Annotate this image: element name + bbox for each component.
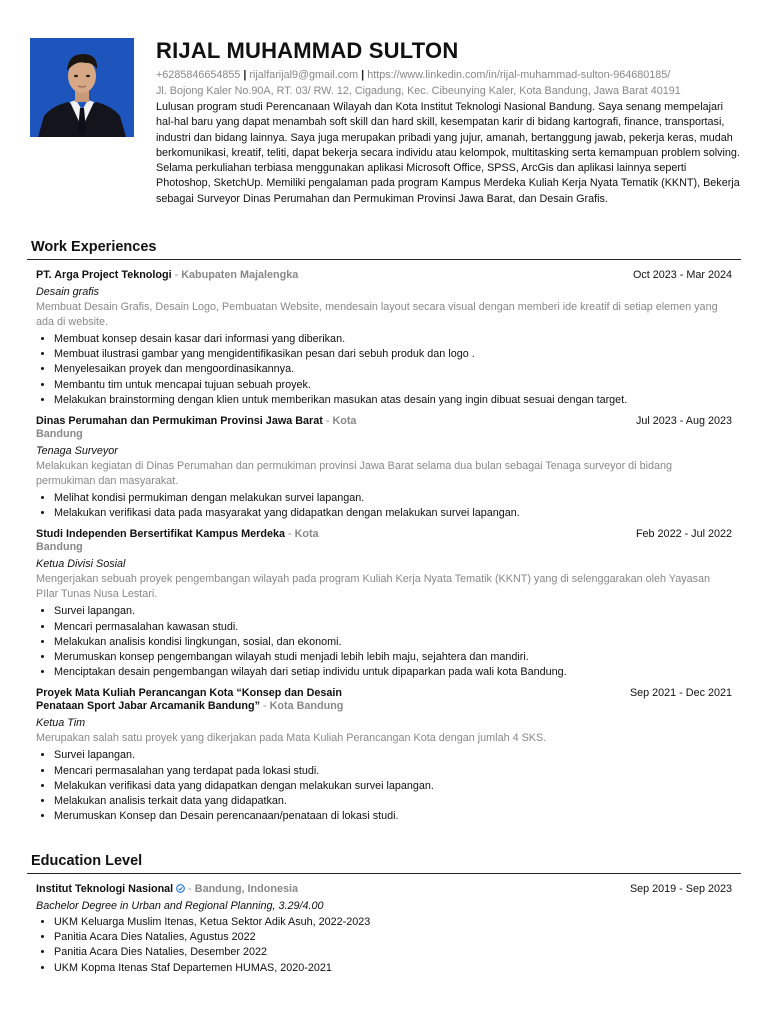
header — [156, 38, 741, 207]
profile-photo-illustration — [30, 38, 134, 137]
entry-role: Ketua Tim — [36, 717, 86, 730]
list-item: • Membantu tim untuk mencapai tujuan sebuah proyek. — [54, 378, 732, 393]
work-entry — [36, 415, 732, 521]
entry-date: Sep 2021 - Dec 2021 — [629, 687, 732, 700]
entry-header — [36, 687, 732, 713]
section-title-education: Education Level — [31, 853, 143, 869]
entry-role: Desain grafis — [36, 286, 100, 298]
organization-location: Kabupaten Majalengka — [181, 269, 299, 281]
profile-photo — [30, 38, 134, 137]
list-item: • Melakukan verifikasi data pada masyarakat yang didapatkan dengan melakukan survei lapangan. — [54, 506, 732, 521]
profile-summary: Lulusan program studi Perencanaan Wilayah dan Kota Institut Teknologi Nasional Bandung. Saya senang mempelajari hal-hal baru yang dapat menambah soft skill dan hard skill, kesempatan karir di bidang kartografi, finance, transportasi, industri dan bidang lainnya. Saya juga merupakan pribadi yang jujur, amanah, bertanggung jawab, pekerja keras, mudah berkomunikasi, kreatif, teliti, dapat bekerja secara individu atau kelompok, multitasking serta kemampuan problem solving. Selama perkuliahan terbiasa menggunakan aplikasi Microsoft Office, SPSS, ArcGis dan aplikasi lainnya seperti Photoshop, SketchUp. Memiliki pengalaman pada program Kampus Merdeka Kuliah Kerja Nyata Tematik (KKNT), Bekerja sebagai Surveyor Dinas Perumahan dan Permukiman Provinsi Jawa Barat, dan Desain Grafis. — [156, 101, 740, 205]
phone-number[interactable]: +6285846654855 — [156, 69, 241, 81]
entry-bullets — [36, 491, 732, 521]
institution-location: Bandung, Indonesia — [194, 883, 298, 895]
entry-role: Tenaga Surveyor — [36, 445, 118, 458]
organization-location: Kota Bandung — [36, 528, 319, 554]
list-item: • Melakukan analisis terkait data yang didapatkan. — [54, 794, 732, 809]
work-experiences-section — [27, 238, 741, 824]
entry-description: Membuat Desain Grafis, Desain Logo, Pembuatan Website, mendesain layout secara visual dengan memberi ide kreatif di setiap elemen yang ada di website. — [36, 301, 718, 328]
section-divider — [27, 259, 741, 260]
contact-line — [156, 68, 741, 82]
entry-header — [36, 269, 732, 282]
list-item: • Melihat kondisi permukiman dengan melakukan survei lapangan. — [54, 491, 732, 506]
list-item: • Survei lapangan. — [54, 748, 732, 763]
address: Jl. Bojong Kaler No.90A, RT. 03/ RW. 12, Cigadung, Kec. Cibeunying Kaler, Kota Bandung, Jawa Barat 40191 — [156, 85, 681, 97]
entry-header — [36, 883, 732, 896]
list-item: • Membuat konsep desain kasar dari informasi yang diberikan. — [54, 332, 732, 347]
organization-name: Studi Independen Bersertifikat Kampus Merdeka — [36, 528, 285, 541]
list-item: • Survei lapangan. — [54, 604, 732, 619]
list-item: • Menyelesaikan proyek dan mengoordinasikannya. — [54, 362, 732, 377]
entry-header — [36, 528, 732, 554]
location-dash: - — [188, 883, 192, 895]
list-item: • Membuat ilustrasi gambar yang mengidentifikasikan pesan dari sebuh produk dan logo . — [54, 347, 732, 362]
list-item: • UKM Keluarga Muslim Itenas, Ketua Sektor Adik Asuh, 2022-2023 — [54, 915, 732, 930]
location-dash: - — [325, 415, 330, 428]
entry-bullets — [36, 748, 732, 824]
list-item: • Melakukan brainstorming dengan klien untuk memberikan masukan atas desain yang ingin dibuat sesuai dengan target. — [54, 393, 732, 408]
entry-description: Merupakan salah satu proyek yang dikerjakan pada Mata Kuliah Perancangan Kota dengan jumlah 4 SKS. — [36, 732, 547, 745]
organization-name: Dinas Perumahan dan Permukiman Provinsi Jawa Barat — [36, 415, 323, 428]
entry-bullets — [36, 915, 732, 976]
entry-bullets — [36, 604, 732, 680]
list-item: • Panitia Acara Dies Natalies, Desember 2022 — [54, 945, 732, 960]
contact-separator: | — [361, 69, 365, 81]
location-dash: - — [263, 700, 267, 713]
work-entry — [36, 528, 732, 680]
list-item: • Mencari permasalahan kawasan studi. — [54, 620, 732, 635]
list-item: • Merumuskan konsep pengembangan wilayah studi menjadi lebih lebih maju, sejahtera dan mandiri. — [54, 650, 732, 665]
institution-name: Institut Teknologi Nasional — [36, 883, 174, 895]
entry-date: Oct 2023 - Mar 2024 — [632, 269, 732, 281]
list-item: • UKM Kopma Itenas Staf Departemen HUMAS, 2020-2021 — [54, 961, 732, 976]
work-entry — [36, 687, 732, 824]
entry-bullets — [36, 332, 732, 408]
location-dash: - — [174, 269, 179, 281]
section-divider — [27, 873, 741, 874]
list-item: • Mencari permasalahan yang terdapat pada lokasi studi. — [54, 764, 732, 779]
section-title-work: Work Experiences — [31, 239, 157, 255]
work-entry — [36, 269, 732, 408]
location-dash: - — [288, 528, 292, 541]
list-item: • Melakukan verifikasi data yang didapatkan dengan melakukan survei lapangan. — [54, 779, 732, 794]
list-item: • Menciptakan desain pengembangan wilayah dari setiap individu untuk dipaparkan pada wali kota Bandung. — [54, 665, 732, 680]
list-item: • Merumuskan Konsep dan Desain perencanaan/penataan di lokasi studi. — [54, 809, 732, 824]
linkedin-link[interactable]: https://www.linkedin.com/in/rijal-muhammad-sulton-964680185/ — [367, 69, 671, 81]
entry-date: Jul 2023 - Aug 2023 — [635, 415, 732, 428]
entry-header — [36, 415, 732, 441]
organization-location: Kota Bandung — [36, 415, 357, 441]
contact-separator: | — [243, 69, 247, 81]
entry-description: Mengerjakan sebuah proyek pengembangan wilayah pada program Kuliah Kerja Nyata Tematik (KKNT) yang di selenggarakan oleh Yayasan PIlar Tunas Nusa Lestari. — [36, 573, 711, 601]
organization-name: Proyek Mata Kuliah Perancangan Kota “Konsep dan Desain Penataan Sport Jabar Arcamanik Bandung” — [36, 687, 342, 713]
list-item: • Panitia Acara Dies Natalies, Agustus 2022 — [54, 930, 732, 945]
list-item: • Melakukan analisis kondisi lingkungan, sosial, dan ekonomi. — [54, 635, 732, 650]
email-link[interactable]: rijalfarijal9@gmail.com — [249, 69, 359, 81]
entry-description: Melakukan kegiatan di Dinas Perumahan dan permukiman provinsi Jawa Barat selama dua bulan sebagai Tenaga surveyor di bidang permukiman dan masyarakat. — [36, 460, 672, 488]
organization-name: PT. Arga Project Teknologi — [36, 269, 172, 281]
degree-title: Bachelor Degree in Urban and Regional Planning, 3.29/4.00 — [36, 900, 324, 912]
education-section — [27, 852, 741, 976]
entry-date: Sep 2019 - Sep 2023 — [629, 883, 732, 895]
education-entry — [36, 883, 732, 976]
verified-badge-icon — [176, 884, 185, 893]
entry-role: Ketua Divisi Sosial — [36, 558, 126, 571]
candidate-name: RIJAL MUHAMMAD SULTON — [156, 38, 459, 63]
organization-location: Kota Bandung — [269, 700, 344, 713]
entry-date: Feb 2022 - Jul 2022 — [635, 528, 732, 541]
